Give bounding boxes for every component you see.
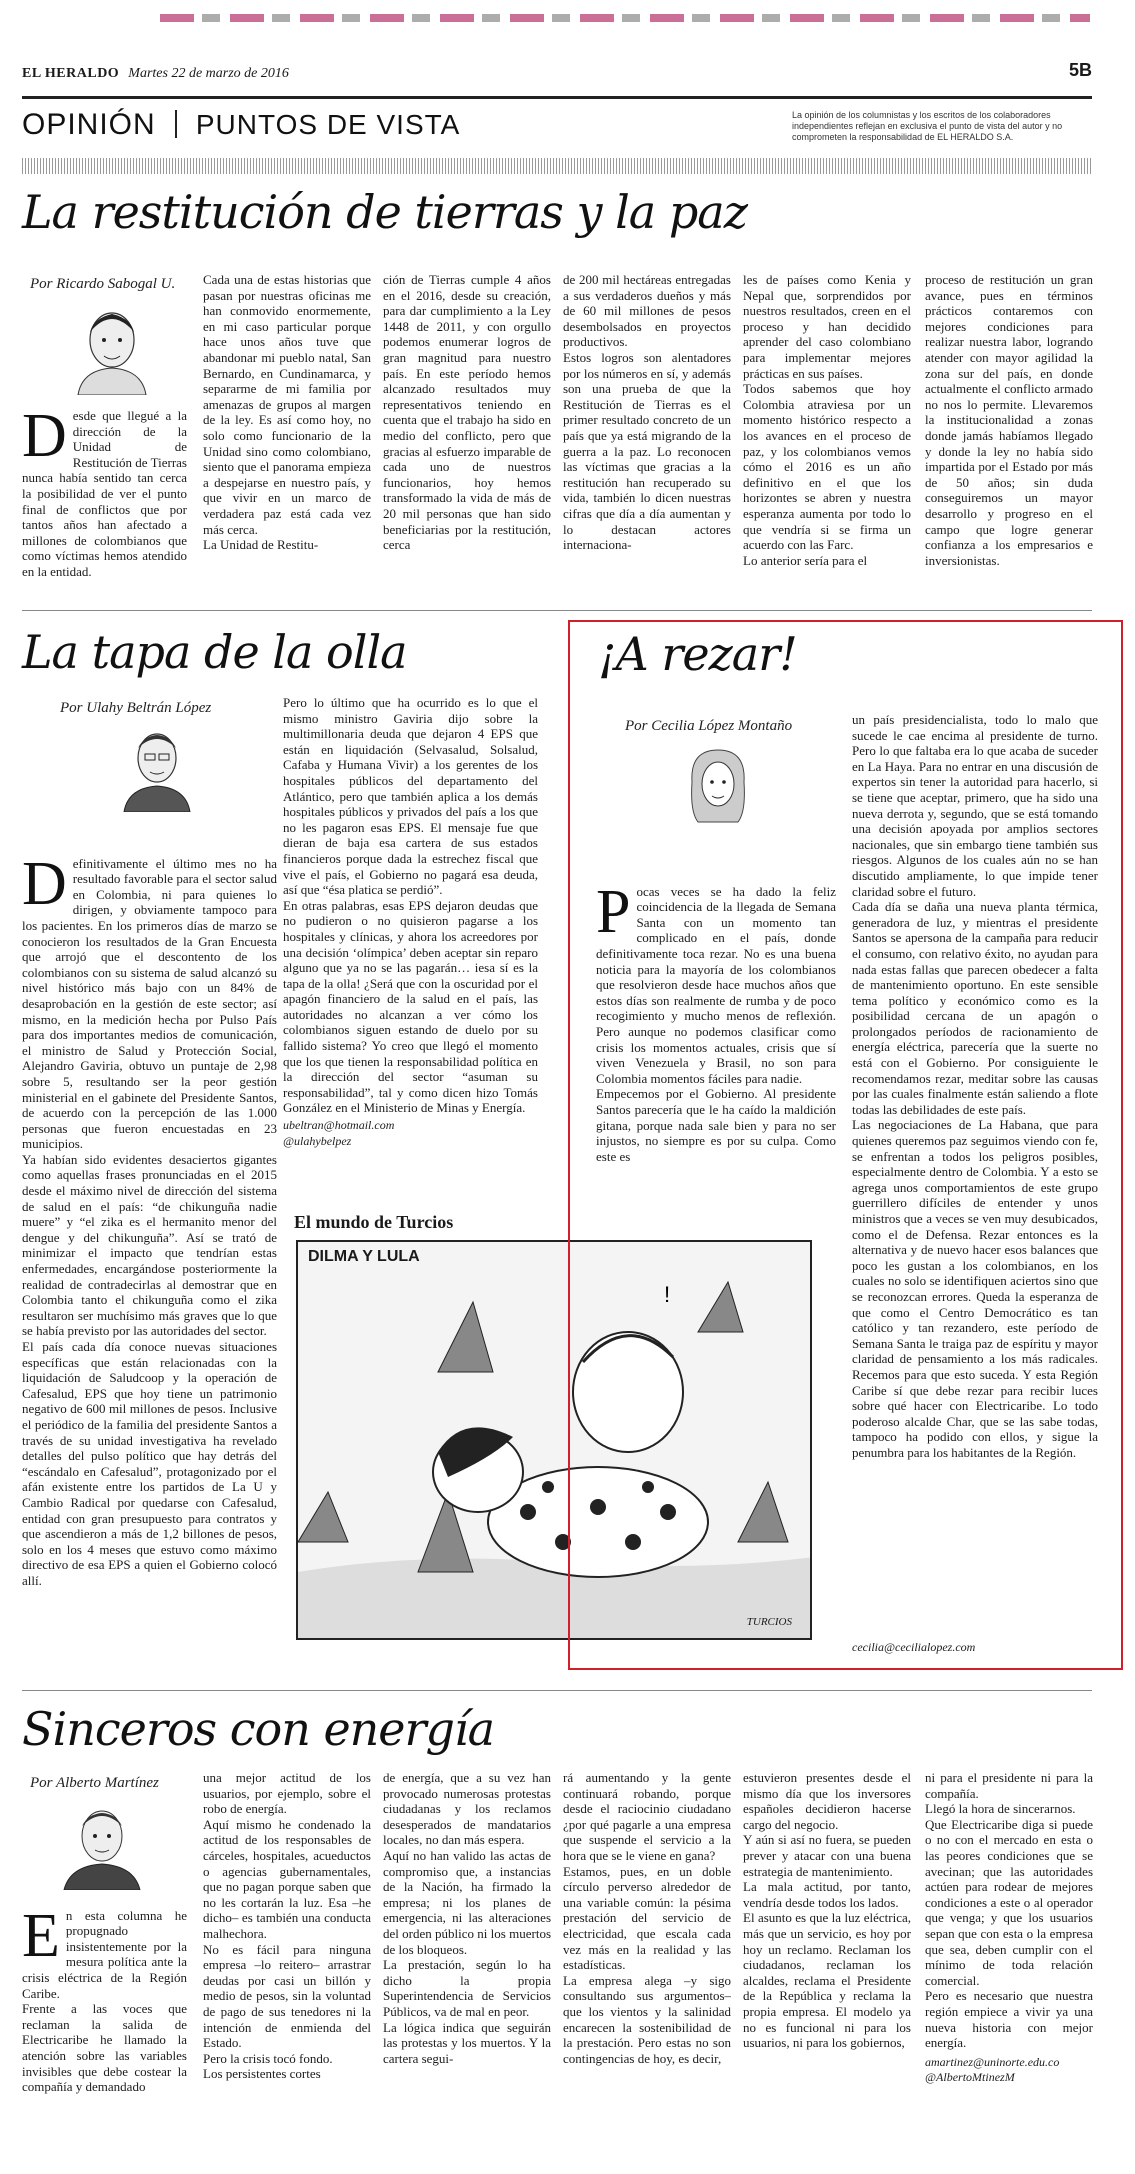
author-portrait-beltran xyxy=(120,722,195,812)
masthead-rule xyxy=(22,96,1092,99)
article4-col4: rá aumentando y la gente continuará robando, porque desde el raciocinio ciudadano ¿por qué pagarle a una empresa que suspende el servicio a la hora que se le viene en gana? Estamos, pues, en un doble círculo perverso alrededor de una variable común: la pésima prestación del servicio de electricidad, que escala cada vez más en la realidad y las estadísticas. La empresa alega –y sigo consultando sus argumentos– que los vientos y la salinidad encarecen la sostenibilidad de la prestación. Pero estas no son contingencias de hoy, es decir, xyxy=(563,1770,731,2066)
section-sub: PUNTOS DE VISTA xyxy=(195,109,461,140)
article4-email[interactable]: amartinez@uninorte.edu.co xyxy=(925,2054,1060,2069)
masthead xyxy=(22,62,1092,90)
author-portrait-sabogal xyxy=(72,300,152,395)
cartoon-signature: TURCIOS xyxy=(746,1616,792,1628)
article1-col5: les de países como Kenia y Nepal que, sorprendidos por nuestros resultados, creen en el proceso y han decidido aprender del caso colombiano para implementar mejores prácticas en sus países. Todos sabemos que hoy Colombia atraviesa por un momento histórico respecto a los avances en el proceso de paz, y los colombianos vemos cómo el 2016 es un año definitivo en el que los horizontes se abren y nuestra esperanza aumenta por todo lo que vendría si se firma un acuerdo con las Farc. Lo anterior sería para el xyxy=(743,272,911,568)
article2-text1: efinitivamente el último mes no ha resultado favorable para el sector salud en Colombia, ni para quienes lo dirigen, y obviamente tampoco para los pacientes. En los primeros días de marzo se conocieron los resultados de la Gran Encuesta que arrojó que el descontento de los colombianos con su sistema de salud alcanzó su nivel histórico más bajo con un 84% de desaprobación en la gestión de este sector; así mismo, en la medición hecha por Pulso País para dos importantes medios de comunicación, el ministro de Salud y Protección Social, Alejandro Gaviria, obtuvo un puntaje de 2,98 sobre 5, resultando ser la peor gestión ministerial en el gabinete del Presidente Santos, de acuerdo con la percepción de las 1.000 personas que fueron encuestadas en 23 municipios. Ya habían sido evidentes desaciertos gigantes como aquellas frases pronunciadas en el 2015 desde el máximo nivel de dirección del sistema de salud en el país: “de chikunguña nadie muere” y “el zika es el hermanito menor del dengue y del chikunguña”. Así se trató de minimizar el impacto que tendrían estas enfermedades, encargándose posteriormente la realidad de contradecirlas al demostrar que en Colombia tanto el chikunguña como el zika resultaron ser muchísimo más graves que lo que se había previsto por las autoridades del sector. El país cada día conoce nuevas situaciones específicas que están relacionadas con la liquidación de Saludcoop y la operación de Cafesalud, EPS que hoy tiene un patrimonio negativo de 600 mil millones de pesos. Inclusive el periódico de la familia del presidente Santos a través de su unidad investigativa ha revelado detalles del pulso político que hay detrás del “escándalo en Cafesalud”, protagonizado por el afán existente entre los partidos de La U y Cambio Radical por quedarse con Cafesalud, entidad con gran presupuesto para contratos y que ascendieron a más de 1,2 billones de pesos, solo en los 4 meses que estuvo como máximo directivo de esa EPS a quien el Gobierno colocó allí. xyxy=(22,855,277,1588)
page-number: 5B xyxy=(1068,60,1092,80)
article1-text1: esde que llegué a la dirección de la Unidad de Restitución de Tierras nunca había sentido tan cerca la posibilidad de ver el punto final de conflictos que por tantos años han afectado a millones de colombianos que como víctimas hemos atendido en la entidad. xyxy=(22,408,187,579)
article3-email[interactable]: cecilia@cecilialopez.com xyxy=(852,1640,976,1654)
top-print-strip xyxy=(160,14,1090,22)
article2-text2: Pero lo último que ha ocurrido es lo que el mismo ministro Gaviria dijo sobre la multimillonaria deuda que dejaron 4 EPS que están en liquidación (Selvasalud, Solsalud, Cafaba y Humana Vivir) a los gerentes de los hospitales públicos del departamento del Atlántico, pero que también aplica a los demás hospitales públicos y privados del país a los que no les pagaron esas EPS. El mensaje fue que dieran de baja esa cartera de sus estados financieros porque dada la estrechez fiscal que vive el país, el Gobierno no pagará esa deuda, así que “ésa platica se perdió”. En otras palabras, esas EPS dejaron deudas que no pudieron o no quisieron pagarse a los hospitales y clínicas, y ahora los acreedores por una decisión ‘olímpica’ deben aceptar sin reparo alguno que ya no se las pagarán… iesa sí es la tapa de la olla! ¿Será que con la oscuridad por el apagón financiero de la salud en el país, las autoridades no alcanzan a ver cómo los colombianos siguen estando de duelo por su fallido sistema? Yo creo que llegó el momento que los que tienen la responsabilidad política en la dirección del sector “asuman su responsabilidad”, tal y como dicen hizo Tomás González en el Ministerio de Minas y Energía. xyxy=(283,695,538,1116)
article3-col2-top: un país presidencialista, todo lo malo que sucede le cae encima al presidente de turno. Pero lo que faltaba era lo que acaba de suceder en La Haya. Para no entrar en una discusión de expertos sin tener la autoridad para hacerlo, si se tiene que aceptar, primero, que ha sido una nueva derrota y, segundo, que se está tomando una decisión apoyada por amplios sectores nacionales, que sin embargo tiene también sus riesgos. Algunos de los cuales aún no se han discutido ampliamente, lo que impide tener claridad sobre el futuro. Cada día se daña una nueva planta térmica, generadora de luz, y mientras el presidente Santos se apersona de la campaña para reducir el consumo, con relativo éxito, no ayudan para nada estas fallas que parecen obedecer a falta de mantenimiento oportuno. En este sensible tema político y económico como es la posibilidad cercana de un apagón o prolongados períodos de racionamiento de energía eléctrica, parecería que la suerte no está con el Gobierno. Por consiguiente le recomendamos rezar, meditar sobre las causas por las cuales finalmente están saliendo a flote todas las debilidades de este país. Las negociaciones de La Habana, que para quienes queremos paz seguimos viendo con fe, se enfrentan a todos los peligros posibles, especialmente dentro de Colombia. Y a esto se agrega unos comportamientos de este grupo guerrillero difíciles de entender y unos ministros que a veces se ven muy desubicados, como el de Defensa. Rezar entonces es la alternativa y de nuevo hacer esos balances que poco les gustan a los colombianos, en los cuales no solo se identifiquen aciertos sino que se reconozcan errores. Queda la esperanza de que como el Centro Democrático es tan católico y tan rezandero, este período de Semana Santa le traiga paz de espíritu y mayor claridad de pensamiento a los más radicales. Recemos para que esto suceda. Y esta Región Caribe sí que debe rezar para recibir luces sobre qué hacer con Electricaribe. Lo todo poderoso alcalde Char, que se las sabe todas, tampoco ha podido con ellos, y sigue la penumbra para los habitantes de la Región. xyxy=(852,712,1098,1460)
article4-text6: ni para el presidente ni para la compañía. Llegó la hora de sincerarnos. Que Electricaribe diga si puede o no con el mercado en esta o las peores condiciones que se avecinan; que las autoridades actúen para rodear de mejores condiciones a este o al operador que venga; y que los usuarios sepan que con esta o la empresa que sea, deben cumplir con el mínimo de toda relación comercial. Pero es necesario que nuestra región empiece a vivir ya una nueva historia con mejor energía. xyxy=(925,1770,1093,2051)
cartoon-caption: DILMA Y LULA xyxy=(308,1248,420,1265)
article1-col1 xyxy=(22,408,187,596)
article4-title: Sinceros con energía xyxy=(22,1702,495,1756)
article1-title: La restitución de tierras y la paz xyxy=(22,185,747,239)
article4-col1 xyxy=(22,1892,187,2157)
article4-byline: Por Alberto Martínez xyxy=(30,1775,159,1791)
article4-dropcap: E xyxy=(22,1901,60,1970)
article4-col2: una mejor actitud de los usuarios, por ejemplo, sobre el robo de energía. Aquí mismo he condenado la actitud de los responsables de cárceles, hospitales, acueductos o agencias gubernamentales, que no pagan porque saben que no les cortarán la luz. Esa –he dicho– es también una conducta malhechora. No es fácil para ninguna empresa –lo reitero– arrastrar deudas por casi un billón y medio de pesos, sin la voluntad de pago de sus tenedores ni la intención de enmienda del Estado. Pero la crisis tocó fondo. Los persistentes cortes xyxy=(203,1770,371,2082)
divider-1 xyxy=(22,610,1092,611)
hatched-band xyxy=(22,158,1092,174)
article1-col6: proceso de restitución un gran avance, pues en términos prácticos contaremos con mejores condiciones para realizar nuestra labor, logrando atender con mayor agilidad la zona sur del país, en donde actualmente el conflicto armado no nos lo permite. Llevaremos la institucionalidad a zonas donde jamás habíamos llegado y donde la ley no había sido impartida por el Estado por más de 50 años; sin duda conseguiremos un mayor desarrollo y progreso en el campo que logre generar confianza a los empresarios e inversionistas. xyxy=(925,272,1093,568)
article1-col3: ción de Tierras cumple 4 años en el 2016, desde su creación, para dar cumplimiento a la Ley 1448 de 2011, y con orgullo podemos enumerar logros de gran magnitud para nuestro país. En este período hemos alcanzado resultados muy representativos teniendo en cuenta que el trabajo ha sido en medio del conflicto, pero que gracias al esfuerzo imparable de cada uno de nuestros funcionarios, hoy hemos transformado la vida de más de 20 mil personas que han sido beneficiarias por la restitución, cerca xyxy=(383,272,551,553)
svg-text:!: ! xyxy=(664,1282,671,1307)
article2-email[interactable]: ubeltran@hotmail.com xyxy=(283,1118,395,1133)
article4-col6 xyxy=(925,1770,1093,2155)
cartoon-heading: El mundo de Turcios xyxy=(294,1212,454,1232)
article4-twitter[interactable]: @AlbertoMtinezM xyxy=(925,2070,1015,2085)
section-divider xyxy=(175,110,177,138)
article2-twitter[interactable]: @ulahybelpez xyxy=(283,1133,352,1148)
article3-byline: Por Cecilia López Montaño xyxy=(625,718,793,734)
author-portrait-lopez xyxy=(678,742,758,832)
article4-col5: estuvieron presentes desde el mismo día que los inversores españoles decidieron hacerse cargo del negocio. Y aún si así no fuera, se pueden prever y atacar con una buena estrategia de mantenimiento. La mala actitud, por tanto, vendría desde todos los lados. El asunto es que la luz eléctrica, más que un servicio, es hoy por hoy un reclamo. Reclaman los ciudadanos, reclaman los alcaldes, reclama el Presidente de la República y reclama la propia empresa. El modelo ya no es funcional ni para los usuarios, ni para los gobiernos, xyxy=(743,1770,911,2051)
article4-text1: n esta columna he propugnado insistentemente por la mesura política ante la crisis eléctrica de la Región Caribe. Frente a las voces que reclaman la salida de Electricaribe he llamado la atención sobre las variables invisibles que debe costear la compañía y demandado xyxy=(22,1907,187,2095)
paper-name: EL HERALDO xyxy=(22,66,120,81)
date: Martes 22 de marzo de 2016 xyxy=(128,66,289,81)
section-name: OPINIÓN xyxy=(22,108,156,141)
article2-byline: Por Ulahy Beltrán López xyxy=(60,700,212,716)
article1-col2: Cada una de estas historias que pasan por nuestras oficinas me han conmovido enormemente, en mi caso particular porque hace unos años tuve que abandonar mi pueblo natal, San Bernardo, en Cundinamarca, y separarme de mi familia por amenazas de grupos al margen de la ley. Es así como hoy, no solo como funcionario de la Unidad sino como colombiano, siento que el panorama empieza a despejarse en nuestro país, y que vivir en un marco de verdadera paz está cada vez más cerca. La Unidad de Restitu- xyxy=(203,272,371,553)
article3-title: ¡A rezar! xyxy=(598,627,797,681)
article3-dropcap: P xyxy=(596,877,631,946)
article3-text1: ocas veces se ha dado la feliz coincidencia de la llegada de Semana Santa con un momento tan complicado en el país, donde definitivamente toca rezar. No es una buena noticia para la mayoría de los colombianos que resolvieron desde hace muchos años que estos días son realmente de rumba y de poco recogimiento y mucho menos de reflexión. Pero aunque no podemos clasificar como crisis los momentos actuales, crisis que sí viven Venezuela y Brasil, no son para Colombia momentos fáciles para nadie. Empecemos por el Gobierno. Al presidente Santos parecería que le ha caído la maldición gitana, porque nada sale bien y para no ser injustos, no siempre es por su culpa. Como este es xyxy=(596,883,836,1164)
article2-col2 xyxy=(283,695,538,1185)
article2-dropcap: D xyxy=(22,849,67,918)
article1-col4: de 200 mil hectáreas entregadas a sus verdaderos dueños y más de 60 mil millones de pesos desembolsados en proyectos productivos. Estos logros son alentadores por los números en sí, y además son una prueba de que la Restitución de Tierras es el primer resultado concreto de un país que ya está migrando de la guerra a la paz. Lo reconocen las víctimas que gracias a la restitución han recuperado su vida, también lo dicen nuestras cifras que día a día aumentan y lo destacan actores internaciona- xyxy=(563,272,731,553)
article2-col1 xyxy=(22,840,277,1775)
author-portrait-martinez xyxy=(60,1800,145,1890)
section-header xyxy=(22,108,1092,152)
article4-col3: de energía, que a su vez han provocado numerosas protestas ciudadanas y los reclamos desesperados de mandatarios locales, no dan más espera. Aquí no han valido las actas de compromiso que, a instancias de la Nación, ha firmado la empresa; ni los planes de emergencia, ni las alteraciones del orden público ni los muertos de los bloqueos. La prestación, según lo ha dicho la propia Superintendencia de Servicios Públicos, va de mal en peor. La lógica indica que seguirán las protestas y los muertos. Y la cartera segui- xyxy=(383,1770,551,2066)
divider-2 xyxy=(22,1690,1092,1691)
article3-col1 xyxy=(596,868,836,1208)
article1-dropcap: D xyxy=(22,408,67,470)
article2-title: La tapa de la olla xyxy=(22,625,407,679)
section-disclaimer: La opinión de los columnistas y los escritos de los colaboradores independientes reflejan en exclusiva el punto de vista del autor y no comprometen la responsabilidad de EL HERALDO S.A. xyxy=(792,110,1063,142)
article1-byline: Por Ricardo Sabogal U. xyxy=(30,276,176,292)
